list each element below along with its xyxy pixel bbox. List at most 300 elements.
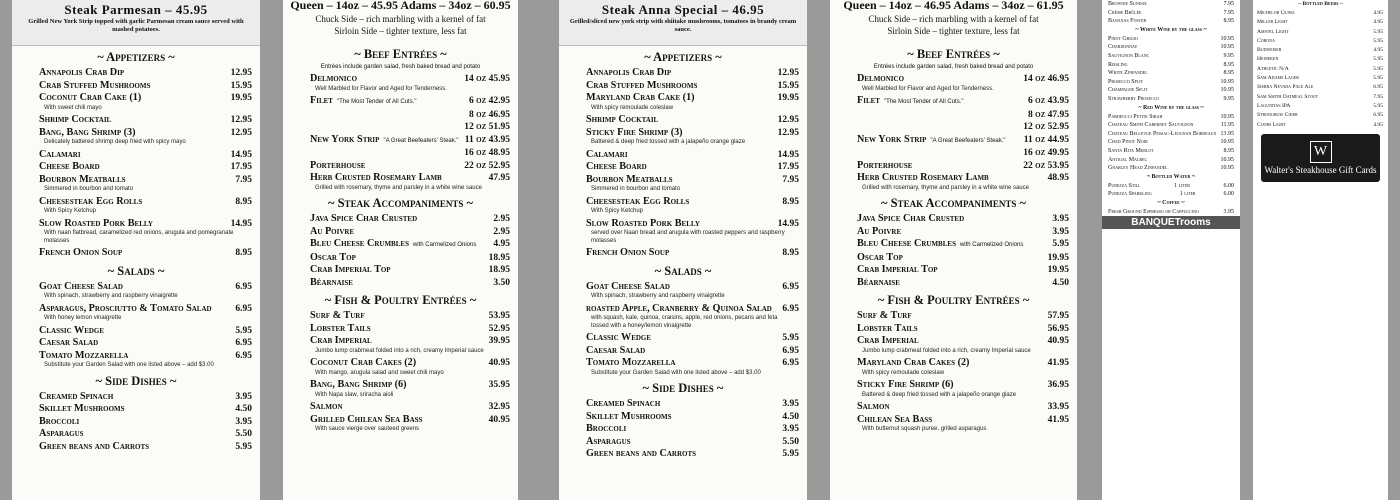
beer-name: Michelob Ultra [1257,10,1295,16]
drink-name: Sauvignon Blanc [1108,52,1150,59]
menu-item-name: Au Poivre [310,225,355,237]
menu-item [12,196,260,209]
drink-size: 1 liter [1174,182,1190,189]
menu-item-price: 14 oz 45.95 [464,74,510,84]
menu-item-price: 11 oz 43.95 [464,134,510,145]
menu-item-name: Surf & Turf [310,310,365,321]
menu-item-price: 33.95 [1047,402,1069,412]
menu-item [12,441,260,454]
menu-item-note: "A Great Beefeaters' Steak." [383,137,459,144]
menu-item-name: Bang, Bang Shrimp (3) [39,126,136,138]
beer-price: 4.95 [1373,19,1383,26]
drink-row [1102,43,1240,52]
drink-row [1102,208,1240,217]
beer-row [1253,83,1388,92]
menu-item-name: Filet [857,95,880,106]
menu-item [830,357,1077,370]
menu-item-description: With spicy remoulade coleslaw [862,369,945,376]
menu-item-name-wrap [310,310,365,323]
section-title: ~ Beef Entrées ~ [354,47,447,61]
menu-item-price: 12.95 [230,115,252,125]
drink-price: 6.00 [1223,182,1234,189]
menu-item-name: Porterhouse [310,159,366,171]
menu-item-name-wrap [39,403,125,416]
menu-item [283,252,518,265]
drink-name: Brownie Sundae [1108,1,1147,7]
menu-item [12,247,260,260]
menu-item-name-wrap [310,73,357,86]
menu-item-price: 8.95 [782,196,799,207]
menu-item-price: 8.95 [235,196,252,207]
menu-item [559,218,807,231]
menu-item-price: 32.95 [488,402,510,412]
chuck-side-text: Chuck Side – rich marbling with a kernel of fat [315,14,486,24]
drink-row [1102,17,1240,26]
menu-item-price: 2.95 [493,214,510,224]
menu-item-name: Crab Imperial Top [857,264,938,275]
menu-item-name: Surf & Turf [857,310,912,321]
menu-item [283,160,518,173]
menu-item [830,213,1077,226]
drink-price: 7.95 [1223,1,1234,7]
menu-item [12,127,260,140]
menu-item [283,134,518,148]
menu-item-name: Herb Crusted Rosemary Lamb [310,172,442,183]
menu-item [12,80,260,93]
menu-item-name: Tomato Mozzarella [586,357,676,368]
menu-item-description: With spicy remoulade coleslaw [591,104,674,111]
drink-price: 8.95 [1223,70,1234,77]
menu-item-price: 3.95 [782,424,799,434]
menu-item [830,277,1077,290]
menu-item-description: With Spicy Ketchup [44,208,97,214]
menu-item-name: Skillet Mushrooms [39,403,125,414]
menu-item-price: 40.95 [1047,336,1069,346]
menu-item [283,121,518,134]
menu-item-name: Salmon [310,401,343,412]
menu-item-name-wrap [857,277,900,290]
menu-item-name: Goat Cheese Salad [586,280,670,292]
menu-item-name-wrap [310,252,356,265]
drink-row [1102,113,1240,122]
menu-item-price: 14.95 [230,149,252,160]
section-note: Entrées include garden salad, fresh baked bread and potato [320,64,481,70]
menu-item-name-wrap [857,264,938,277]
section-title: ~ Fish & Poultry Entrées ~ [877,293,1030,307]
drink-name: Antigal Malbec [1108,156,1148,163]
menu-item [12,428,260,441]
menu-item-name: Caesar Salad [586,344,646,356]
menu-item-name: Asparagus [39,428,84,439]
menu-item-price: 2.95 [493,226,510,237]
menu-item-name: roasted Apple, Cranberry & Quinoa Salad [586,302,772,314]
menu-item-name: Bourbon Meatballs [39,173,126,185]
menu-item-name: Cheese Board [39,161,100,172]
menu-item-name-wrap [310,323,371,336]
menu-item-price: 40.95 [488,358,510,368]
special-header [12,0,260,46]
menu-item-name-wrap [586,436,631,449]
menu-item-name: Goat Cheese Salad [39,280,123,292]
menu-item-name-wrap [39,350,129,363]
menu-item-name: Annapolis Crab Dip [39,67,125,78]
drink-name: Prosecco Split [1108,78,1144,85]
menu-item-price: 14.95 [777,149,799,160]
menu-item-name: Cheese Board [586,161,647,172]
menu-item-price: 6.95 [782,345,799,356]
menu-item-name-wrap [586,345,645,358]
beer-price: 5.95 [1373,37,1383,44]
menu-item [559,114,807,127]
menu-item-name-wrap [586,149,628,162]
menu-item-description: With naan flatbread, caramelized red onions, arugula and pomegranate molasses [44,230,234,244]
beer-price: 5.95 [1373,65,1383,72]
menu-item-price: 19.95 [230,93,252,103]
menu-item-name: French Onion Soup [586,247,670,258]
beer-row [1253,74,1388,83]
menu-item-name-wrap [857,323,918,336]
menu-item-price: 52.95 [488,323,510,334]
menu-item-name: Chilean Sea Bass [857,413,933,425]
menu-item-price: 19.95 [1047,265,1069,275]
menu-item [12,92,260,105]
menu-item-name-wrap [39,67,124,80]
bottled-beers-title: ~ Bottled Beers ~ [1298,1,1343,7]
drink-name: Santa Rita Merlot [1108,147,1154,154]
menu-item-name-wrap [39,325,104,338]
drink-price: 10.95 [1220,139,1234,146]
menu-item-price: 5.50 [235,429,252,439]
beer-column-1 [1253,0,1388,500]
menu-item-name-wrap [39,441,149,454]
menu-item-description: Substitute your Garden Salad with one listed above – add $3.00 [591,369,761,376]
menu-item-name-wrap [310,226,354,239]
special-title: Steak Anna Special – 46.95 [601,2,765,17]
beer-name: Coors Light [1257,121,1286,128]
menu-item-price: 6.95 [782,358,799,368]
drink-name: Strawberry Prosecco [1108,95,1160,102]
menu-item-name: Au Poivre [857,225,902,237]
menu-item [12,416,260,429]
drinks-column-1 [1102,0,1240,500]
menu-item [559,398,807,411]
menu-item-price: 7.95 [235,174,252,185]
menu-item-name-wrap [586,398,660,411]
drink-row [1102,138,1240,147]
drink-price: 10.95 [1220,165,1234,172]
menu-item-note: "A Great Beefeaters' Steak." [930,137,1006,144]
menu-item [283,147,518,160]
menu-item-name: Bleu Cheese Crumbles [857,238,956,249]
drink-row [1102,78,1240,87]
drink-name: Chateau Bellevue Pessac-Leognan Bordeaux [1108,130,1217,137]
menu-item-description: Jumbo lump crabmeat folded into a rich, creamy Imperial sauce [862,347,1031,354]
menu-item [830,323,1077,336]
beer-row [1253,93,1388,102]
menu-item-name-wrap [310,401,343,414]
menu-item-price: 3.50 [493,277,510,288]
menu-item-price: 14.95 [230,218,252,229]
menu-item [559,303,807,316]
menu-item-name: Sticky Fire Shrimp (6) [857,379,954,390]
menu-item [559,357,807,370]
bottled-water-title: ~ Bottled Water ~ [1146,173,1196,180]
menu-item [12,67,260,80]
menu-item-name: Bang, Bang Shrimp (6) [310,379,407,390]
special-description: Grilled/sliced new york strip with shiitake mushrooms, tomatoes in brandy cream sauce. [569,18,797,33]
drink-price: 11.95 [1220,122,1234,129]
menu-item [830,401,1077,414]
menu-item [830,147,1077,160]
beer-row [1253,55,1388,64]
menu-item [283,238,518,252]
menu-item [283,172,518,185]
beer-row [1253,65,1388,74]
white-wine-title: ~ White Wine by the glass ~ [1135,26,1207,33]
menu-item-description: Grilled with rosemary, thyme and parsley in a white wine sauce [862,184,1029,191]
menu-item-name: Herb Crusted Rosemary Lamb [857,172,989,183]
menu-item [12,218,260,231]
menu-item [12,174,260,187]
menu-item [559,161,807,174]
menu-item-description: With butternut squash puree, grilled asparagus [862,426,987,432]
menu-item-name-wrap [857,213,964,226]
menu-item-name: Slow Roasted Pork Belly [586,217,700,229]
menu-item-name: Cheesesteak Egg Rolls [586,195,690,207]
menu-item-description: Battered & deep fried tossed with a jalapeño orange glaze [591,139,746,145]
menu-item [283,73,518,86]
drink-row [1102,52,1240,61]
menu-item-description: Simmered in bourbon and tomato [44,186,134,192]
menu-item-description: Substitute your Garden Salad with one listed above – add $3.00 [44,362,214,368]
beer-price: 5.95 [1373,56,1383,63]
menu-item-price: 12.95 [230,68,252,78]
menu-item-name: Broccoli [39,415,80,427]
menu-item-name: Slow Roasted Pork Belly [39,217,153,229]
menu-item-price: 8.95 [782,248,799,258]
menu-item-price: 3.95 [1052,214,1069,224]
menu-item [12,403,260,416]
menu-item-name: Asparagus, Prosciutto & Tomato Salad [39,302,212,314]
menu-item-price: 12 oz 51.95 [464,122,510,132]
drink-price: 8.95 [1223,18,1234,25]
drink-price: 10.95 [1220,44,1234,51]
menu-item-name: Green beans and Carrots [586,448,697,459]
menu-item-name: Calamari [586,148,628,160]
queen-adams-prices: Queen – 14oz – 46.95 Adams – 34oz – 61.95 [843,0,1064,12]
menu-item-price: 41.95 [1047,358,1069,368]
beer-name: Budweiser [1257,47,1282,54]
menu-item-name: Sticky Fire Shrimp (3) [586,126,683,138]
beer-price: 5.95 [1373,102,1383,109]
menu-item-description: Well Marbled for Flavor and Aged for Tenderness. [315,85,447,92]
menu-item-name-wrap [39,247,122,260]
menu-item-name: Oscar Top [310,251,356,263]
red-wine-title: ~ Red Wine by the glass ~ [1138,104,1204,111]
menu-item-name: Maryland Crab Cake (1) [586,92,695,103]
drink-row [1102,182,1240,191]
menu-item-name: Crab Stuffed Mushrooms [39,79,151,91]
menu-item-description: With sauce vierge over sauteed greens [315,426,420,432]
menu-item-name: Lobster Tails [310,322,371,334]
menu-item-price: 18.95 [488,265,510,275]
menu-item-name: Filet [310,95,333,106]
menu-item [559,332,807,345]
section-note: Entrées include garden salad, fresh baked bread and potato [873,64,1034,70]
menu-item-price: 6.95 [235,350,252,361]
menu-item-name: Classic Wedge [39,324,105,336]
menu-item-name-wrap [857,401,890,414]
beer-name: Amstel Light [1257,28,1289,35]
menu-item [559,411,807,424]
menu-item-name-wrap [39,127,136,140]
menu-item-name-wrap [39,149,81,162]
menu-item-name: Coconut Crab Cake (1) [39,92,142,103]
beer-name: Sam Adams Lager [1257,75,1299,82]
menu-item-name: French Onion Soup [39,247,123,258]
menu-item-description: With spinach, strawberry and raspberry vinaigrette [591,293,725,299]
menu-item-name-wrap [310,335,372,348]
menu-item-note: "The Most Tender of All Cuts." [883,99,964,105]
menu-item-price: 12.95 [777,115,799,125]
menu-item-name-wrap [857,252,903,265]
menu-item [830,379,1077,392]
menu-item-description: Simmered in bourbon and tomato [591,186,681,192]
menu-item-name: Delmonico [310,73,358,84]
drink-name: Purezza Still [1108,182,1141,189]
menu-item-name-wrap [586,357,676,370]
menu-item [12,281,260,294]
menu-item-price: 4.50 [1052,277,1069,288]
menu-item-name: Maryland Crab Cakes (2) [857,357,970,368]
drink-row [1102,9,1240,18]
menu-item [283,277,518,290]
drink-row [1102,130,1240,139]
menu-item [830,121,1077,134]
menu-item-name: Crab Imperial Top [310,264,391,275]
menu-item [283,310,518,323]
beer-name: Strongbow Cider [1257,112,1298,119]
drink-row [1102,147,1240,156]
menu-item [559,448,807,461]
drink-name: Crème Brûlée [1108,9,1142,16]
menu-page-4 [830,0,1077,500]
menu-item [559,436,807,449]
menu-item-price: 16 oz 48.95 [464,148,510,158]
drink-price: 9.95 [1223,95,1234,102]
drink-name: Fresh Ground Espresso or Cappuccino [1108,208,1199,215]
menu-item-price: 8 oz 46.95 [469,109,510,120]
beer-row [1253,111,1388,120]
menu-item-note: with Carmelized Onions [959,242,1024,248]
menu-item-description: Battered & deep fried tossed with a jalapeño orange glaze [862,391,1017,398]
menu-item-name-wrap [586,92,695,105]
beer-row [1253,18,1388,27]
menu-item-price: 17.95 [777,162,799,172]
menu-item [830,414,1077,427]
menu-item-name-wrap [857,73,904,86]
drink-row [1102,86,1240,95]
menu-item [559,196,807,209]
menu-item-price: 12.95 [777,68,799,78]
menu-item [283,379,518,392]
menu-item-name-wrap [857,172,989,185]
beer-name: Heineken [1257,56,1279,63]
section-title: ~ Salads ~ [107,263,165,278]
queen-adams-prices: Queen – 14oz – 45.95 Adams – 34oz – 60.95 [290,0,511,12]
menu-item-name: Classic Wedge [586,332,652,343]
menu-item-description: Delicately battered shrimp deep fried with spicy mayo [44,139,186,145]
banquet-rooms-banner: BANQUETrooms [1102,216,1240,229]
menu-item [559,127,807,140]
special-description: Grilled New York Strip topped with garlic Parmesan cream sauce served with mashed potatoes. [28,18,244,33]
beer-name: Athletic N/A [1257,65,1289,72]
beer-row [1253,102,1388,111]
menu-item-price: 5.95 [1052,239,1069,249]
menu-item [559,92,807,105]
menu-item-name-wrap [586,411,672,424]
menu-item-description: Jumbo lump crabmeat folded into a rich, creamy Imperial sauce [315,347,484,354]
menu-item-description: With sweet chili mayo [44,104,102,111]
menu-item-name-wrap [586,114,658,127]
menu-item-name-wrap [310,160,365,173]
menu-item-price: 14.95 [777,218,799,229]
drink-row [1102,164,1240,173]
beer-price: 6.95 [1373,112,1383,119]
menu-item-name: Java Spice Char Crusted [857,213,965,224]
drink-name: Chateau Smith Cabernet Sauvignon [1108,122,1194,129]
drink-price: 10.95 [1220,78,1234,85]
menu-item-price: 6.95 [235,281,252,292]
menu-item-name: Shrimp Cocktail [586,114,659,125]
menu-item [12,325,260,338]
menu-item-price: 17.95 [230,162,252,172]
menu-item-name: Crab Stuffed Mushrooms [586,79,698,91]
menu-item [283,95,518,109]
menu-item-price: 19.95 [777,93,799,103]
menu-item [830,109,1077,122]
menu-item-price: 35.95 [488,380,510,390]
menu-item-name-wrap [586,161,647,174]
special-header [559,0,807,46]
menu-item [12,337,260,350]
menu-item [283,357,518,370]
menu-item-price: 39.95 [488,336,510,346]
beer-name: Corona [1257,37,1275,44]
beer-price: 5.95 [1373,75,1383,82]
menu-item-price: 8 oz 47.95 [1028,109,1069,120]
menu-item-price: 15.95 [230,80,252,91]
drink-price: 13.95 [1220,130,1234,137]
menu-item-name-wrap [310,357,416,370]
drink-price: 10.95 [1220,113,1234,120]
drink-price: 10.95 [1220,87,1234,94]
menu-item-price: 6.95 [782,281,799,292]
gift-card-banner[interactable] [1261,134,1380,182]
drink-price: 7.95 [1223,9,1234,16]
menu-item-name: Béarnaise [310,276,353,288]
menu-item-note: with Carmelized Onions [412,242,477,248]
menu-page-3 [559,0,807,500]
drink-row [1102,0,1240,9]
drink-price: 10.95 [1220,35,1234,42]
section-title: ~ Steak Accompaniments ~ [880,196,1026,210]
menu-item-name: Porterhouse [857,159,913,171]
menu-item-price: 8.95 [235,248,252,258]
menu-item-name-wrap [39,337,98,350]
menu-item-description: With Spicy Ketchup [591,208,644,214]
menu-item-name-wrap [857,238,1023,252]
